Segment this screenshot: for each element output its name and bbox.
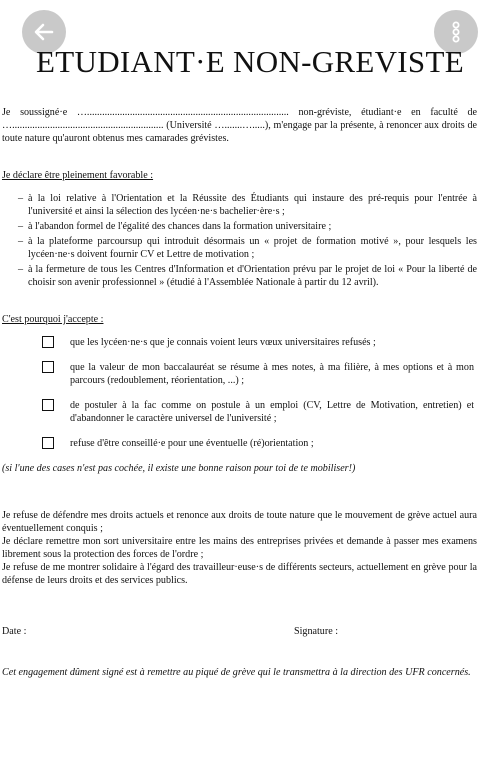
footer-note: Cet engagement dûment signé est à remettre au piqué de grève qui le transmettra à la direction des UFR concernés. xyxy=(2,667,471,678)
document-body xyxy=(2,106,477,689)
refusal-paragraph: Je refuse de défendre mes droits actuels et renonce aux droits de toute nature que le mouvement de grève actuel aura éventuellement conquis ; xyxy=(2,510,477,534)
checkbox-item: que les lycéen·ne·s que je connais voient leurs vœux universitaires refusés ; xyxy=(2,336,477,349)
dash-bullet: – xyxy=(18,264,24,275)
checkbox-item: refuse d'être conseillé·e pour une éventuelle (ré)orientation ; xyxy=(2,437,477,450)
refusal-paragraph: Je refuse de me montrer solidaire à l'égard des travailleur·euse·s de différents secteurs, actuellement en grève pour la défense de leurs droits et des services publics. xyxy=(2,562,477,586)
mobilize-note: (si l'une des cases n'est pas cochée, il existe une bonne raison pour toi de te mobiliser!) xyxy=(2,463,356,474)
signature-label: Signature : xyxy=(294,626,339,637)
checkbox[interactable] xyxy=(42,361,54,373)
checkbox[interactable] xyxy=(42,336,54,348)
list-item: – à la loi relative à l'Orientation et la Réussite des Étudiants qui instaure des pré-requis pour l'entrée à l'université et ainsi la sélection des lycéen·ne·s bachelier·ère·s ; xyxy=(18,193,477,217)
date-label: Date : xyxy=(2,626,27,637)
more-vertical-icon xyxy=(444,20,468,44)
checkbox-item: de postuler à la fac comme on postule à un emploi (CV, Lettre de Motivation, entretien) et d'abandonner le caractère universel de l'université ; xyxy=(2,399,477,425)
checkbox-list xyxy=(2,336,477,450)
favorable-section xyxy=(2,169,477,289)
list-item: – à la fermeture de tous les Centres d'Information et d'Orientation prévu par le projet de loi « Pour la liberté de choisir son avenir professionnel » (étudié à l'Assemblée Nationale à partir du 12 avril). xyxy=(18,264,477,288)
intro-paragraph: Je soussigné·e …................................................................................ non-gréviste, étudiant·e en faculté de …............................................................ (Université ….......….....), m'engage par la présente, à renoncer aux droits de toute nature qu'auront obtenus mes camarades grévistes. xyxy=(2,107,477,144)
document-title: ETUDIANT·E NON-GREVISTE xyxy=(36,44,464,79)
dash-bullet: – xyxy=(18,193,24,204)
arrow-left-icon xyxy=(32,20,56,44)
dash-bullet: – xyxy=(18,236,24,247)
list-item: – à l'abandon formel de l'égalité des chances dans la formation universitaire ; xyxy=(18,221,332,232)
checkbox[interactable] xyxy=(42,437,54,449)
checkbox[interactable] xyxy=(42,399,54,411)
refusal-paragraph: Je déclare remettre mon sort universitaire entre les mains des entreprises privées et demande à passer mes examens librement sous la protection des forces de l'ordre ; xyxy=(2,536,477,560)
accept-section xyxy=(2,313,477,475)
signature-row xyxy=(2,625,477,638)
favorable-list xyxy=(2,192,477,289)
list-item: – à la plateforme parcoursup qui introduit désormais un « projet de formation motivé », pour lesquels les lycéen·ne·s doivent fournir CV et Lettre de motivation ; xyxy=(18,236,477,260)
checkbox-item: que la valeur de mon baccalauréat se résume à mes notes, à ma filière, à mes options et à mon parcours (redoublement, réorientation, ...) ; xyxy=(2,361,477,387)
dash-bullet: – xyxy=(18,221,24,232)
refusals-section xyxy=(2,509,477,587)
accept-heading: C'est pourquoi j'accepte : xyxy=(2,314,104,325)
favorable-heading: Je déclare être pleinement favorable : xyxy=(2,170,154,181)
